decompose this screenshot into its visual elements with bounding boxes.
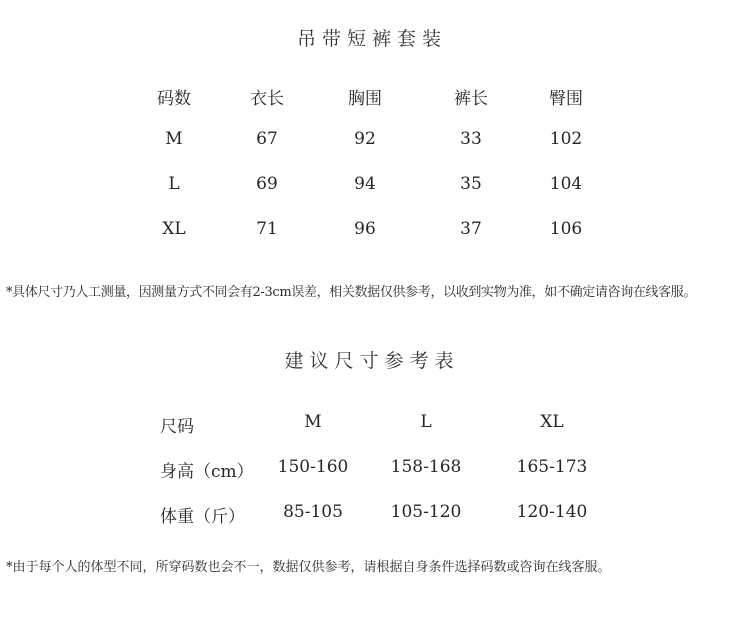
height-xl: 165-173	[516, 457, 588, 477]
size-chart-title: 吊带短裤套装	[296, 28, 448, 50]
weight-l: 105-120	[390, 502, 462, 522]
header-l: L	[420, 412, 432, 432]
recommend-chart-note: *由于每个人的体型不同，所穿码数也会不一，数据仅供参考，请根据自身条件选择码数或咨询在线客服。	[6, 560, 611, 575]
size-label: L	[168, 174, 180, 194]
hip-value: 106	[549, 219, 583, 239]
size-label: XL	[162, 219, 186, 239]
height-label: 身高（cm）	[160, 462, 254, 482]
weight-xl: 120-140	[516, 502, 588, 522]
header-length: 衣长	[250, 89, 284, 109]
weight-m: 85-105	[283, 502, 343, 522]
header-xl: XL	[540, 412, 564, 432]
chest-value: 96	[354, 219, 376, 239]
header-m: M	[304, 412, 322, 432]
pants-length-value: 33	[460, 129, 482, 149]
chest-value: 94	[354, 174, 376, 194]
chest-value: 92	[354, 129, 376, 149]
pants-length-value: 37	[460, 219, 482, 239]
weight-label: 体重（斤）	[160, 507, 245, 527]
size-label: M	[165, 129, 183, 149]
height-m: 150-160	[277, 457, 349, 477]
size-chart-note: *具体尺寸乃人工测量，因测量方式不同会有2-3cm误差，相关数据仅供参考，以收到实物为准，如不确定请咨询在线客服。	[6, 285, 697, 300]
length-value: 71	[256, 219, 278, 239]
recommend-chart-title: 建议尺寸参考表	[284, 350, 460, 372]
header-size: 码数	[157, 89, 191, 109]
length-value: 67	[256, 129, 278, 149]
hip-value: 104	[549, 174, 583, 194]
header-pants-length: 裤长	[454, 89, 488, 109]
pants-length-value: 35	[460, 174, 482, 194]
header-size: 尺码	[160, 417, 194, 437]
hip-value: 102	[549, 129, 583, 149]
header-chest: 胸围	[348, 89, 382, 109]
height-l: 158-168	[390, 457, 462, 477]
length-value: 69	[256, 174, 278, 194]
header-hip: 臀围	[549, 89, 583, 109]
